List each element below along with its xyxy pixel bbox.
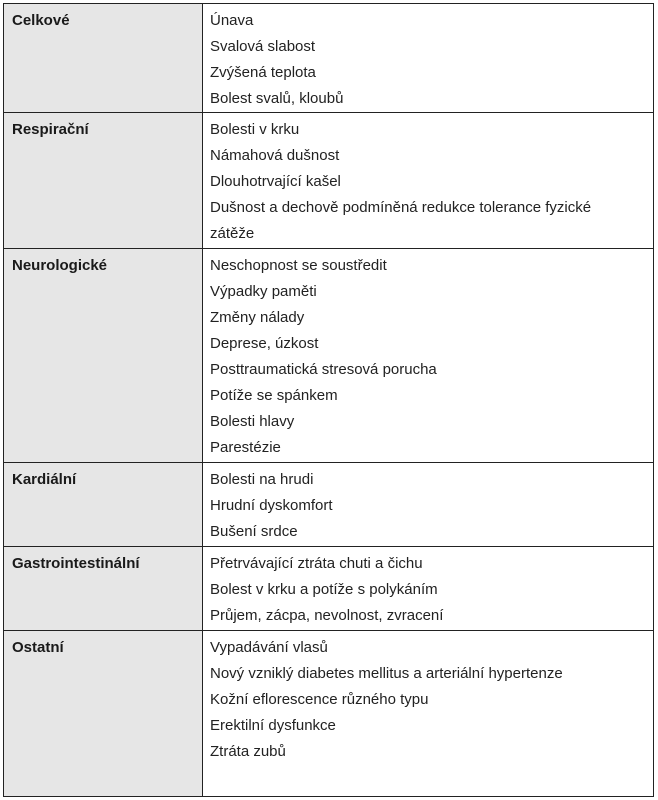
symptom-item: Ztráta zubů bbox=[210, 742, 286, 760]
symptom-list bbox=[210, 467, 653, 545]
symptom-item: Zvýšená teplota bbox=[210, 64, 316, 81]
table-row bbox=[4, 4, 654, 113]
category-label: Celkové bbox=[12, 12, 70, 29]
symptom-list bbox=[210, 635, 653, 765]
symptoms-cell bbox=[203, 462, 654, 546]
symptom-item: Erektilní dysfunkce bbox=[210, 716, 336, 734]
symptom-item: Deprese, úzkost bbox=[210, 335, 319, 353]
category-cell bbox=[4, 4, 203, 113]
symptom-item: Bolest svalů, kloubů bbox=[210, 90, 344, 107]
symptom-item: Bolest v krku a potíže s polykáním bbox=[210, 580, 438, 598]
symptom-item: Bolesti hlavy bbox=[210, 413, 295, 431]
symptom-item: Nový vzniklý diabetes mellitus a arteriální hypertenze bbox=[210, 664, 563, 682]
symptoms-cell bbox=[203, 630, 654, 796]
symptom-list bbox=[210, 8, 653, 112]
symptoms-cell bbox=[203, 4, 654, 113]
category-label: Kardiální bbox=[12, 470, 77, 488]
symptoms-cell bbox=[203, 113, 654, 249]
symptom-item: Průjem, zácpa, nevolnost, zvracení bbox=[210, 606, 444, 624]
symptoms-cell bbox=[203, 546, 654, 630]
category-cell bbox=[4, 249, 203, 462]
symptom-table bbox=[3, 3, 654, 797]
symptom-item: Bušení srdce bbox=[210, 522, 298, 540]
symptom-item: Posttraumatická stresová porucha bbox=[210, 361, 437, 379]
symptom-table-body bbox=[4, 4, 654, 797]
symptom-item: Hrudní dyskomfort bbox=[210, 496, 333, 514]
symptom-item: Svalová slabost bbox=[210, 38, 316, 55]
symptom-item: Přetrvávající ztráta chuti a čichu bbox=[210, 554, 423, 572]
category-label: Ostatní bbox=[12, 638, 64, 656]
symptom-item: Potíže se spánkem bbox=[210, 387, 338, 405]
category-label: Respirační bbox=[12, 121, 89, 139]
table-row bbox=[4, 630, 654, 796]
symptom-item: Dušnost a dechově podmíněná redukce tolerance fyzické zátěže bbox=[210, 199, 592, 243]
symptom-list bbox=[210, 117, 653, 247]
symptom-item: Dlouhotrvající kašel bbox=[210, 173, 341, 191]
symptom-item: Bolesti v krku bbox=[210, 121, 300, 139]
category-label: Neurologické bbox=[12, 257, 108, 275]
category-cell bbox=[4, 546, 203, 630]
category-cell bbox=[4, 630, 203, 796]
symptom-item: Vypadávání vlasů bbox=[210, 638, 328, 656]
symptom-item: Parestézie bbox=[210, 439, 281, 457]
table-row bbox=[4, 546, 654, 630]
table-row bbox=[4, 113, 654, 249]
symptom-item: Únava bbox=[210, 12, 254, 29]
symptom-list bbox=[210, 551, 653, 629]
symptom-item: Výpadky paměti bbox=[210, 283, 317, 301]
symptoms-cell bbox=[203, 249, 654, 462]
category-cell bbox=[4, 462, 203, 546]
symptom-item: Bolesti na hrudi bbox=[210, 470, 314, 488]
category-cell bbox=[4, 113, 203, 249]
category-label: Gastrointestinální bbox=[12, 554, 140, 572]
symptom-list bbox=[210, 253, 653, 461]
table-row bbox=[4, 249, 654, 462]
symptom-item: Změny nálady bbox=[210, 309, 305, 327]
symptom-item: Kožní eflorescence různého typu bbox=[210, 690, 429, 708]
symptom-item: Neschopnost se soustředit bbox=[210, 257, 387, 275]
symptom-item: Námahová dušnost bbox=[210, 147, 340, 165]
table-row bbox=[4, 462, 654, 546]
